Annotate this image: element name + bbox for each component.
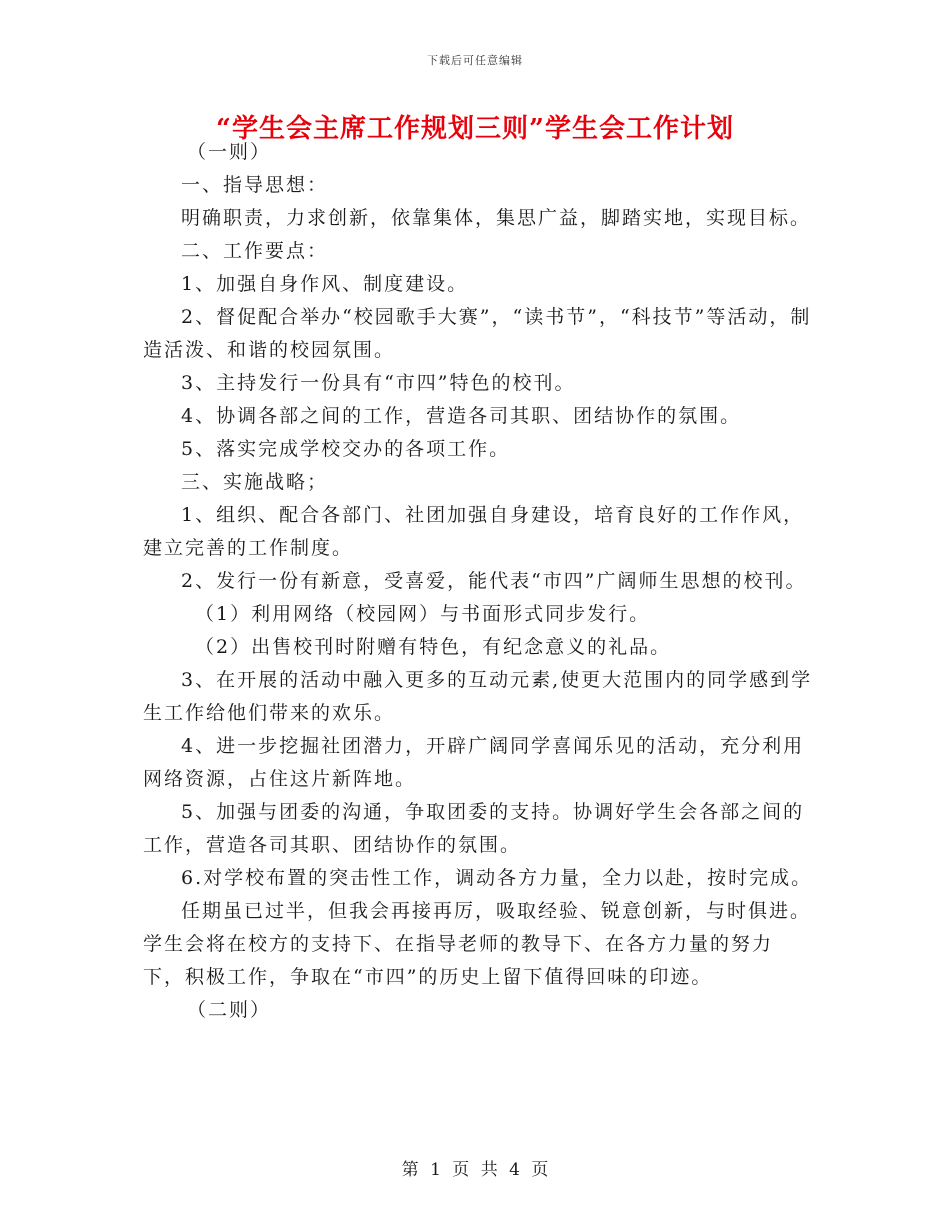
paragraph: 5、加强与团委的沟通，争取团委的支持。协调好学生会各部之间的工作，营造各司其职、团结协作的氛围。: [143, 801, 805, 856]
document-body: [143, 136, 813, 1027]
paragraph: 4、进一步挖掘社团潜力，开辟广阔同学喜闻乐见的活动，充分利用网络资源，占住这片新阵地。: [143, 735, 805, 790]
paragraph: 4、协调各部之间的工作，营造各司其职、团结协作的氛围。: [181, 405, 742, 427]
paragraph: 3、主持发行一份具有“市四”特色的校刊。: [181, 372, 576, 394]
paragraph: 3、在开展的活动中融入更多的互动元素,使更大范围内的同学感到学生工作给他们带来的欢乐。: [143, 669, 813, 724]
paragraph: （2）出售校刊时附赠有特色，有纪念意义的礼品。: [195, 636, 672, 658]
paragraph: 5、落实完成学校交办的各项工作。: [181, 438, 511, 460]
page-footer: 第 1 页 共 4 页: [401, 1160, 549, 1180]
paragraph: 任期虽已过半，但我会再接再厉，吸取经验、锐意创新，与时俱进。学生会将在校方的支持下、在指导老师的教导下、在各方力量的努力下，积极工作，争取在“市四”的历史上留下值得回味的印迹。: [143, 900, 812, 988]
paragraph: （二则）: [187, 999, 272, 1021]
paragraph: 1、加强自身作风、制度建设。: [181, 273, 469, 295]
paragraph: 三、实施战略；: [181, 471, 329, 493]
paragraph: 二、工作要点：: [181, 240, 329, 262]
paragraph: 2、发行一份有新意，受喜爱，能代表“市四”广阔师生思想的校刊。: [181, 570, 807, 592]
paragraph: 2、督促配合举办“校园歌手大赛”，“读书节”，“科技节”等活动，制造活泼、和谐的校园氛围。: [143, 306, 812, 361]
document-title: “学生会主席工作规划三则”学生会工作计划: [216, 114, 734, 144]
header-note: 下载后可任意编辑: [427, 54, 523, 67]
paragraph: 一、指导思想：: [181, 174, 329, 196]
paragraph: 明确职责，力求创新，依靠集体，集思广益，脚踏实地，实现目标。: [181, 207, 812, 229]
paragraph: 1、组织、配合各部门、社团加强自身建设，培育良好的工作作风，建立完善的工作制度。: [143, 504, 805, 559]
paragraph: 6.对学校布置的突击性工作，调动各方力量，全力以赴，按时完成。: [181, 867, 813, 889]
paragraph: （1）利用网络（校园网）与书面形式同步发行。: [195, 603, 651, 625]
paragraph: （一则）: [187, 141, 272, 163]
